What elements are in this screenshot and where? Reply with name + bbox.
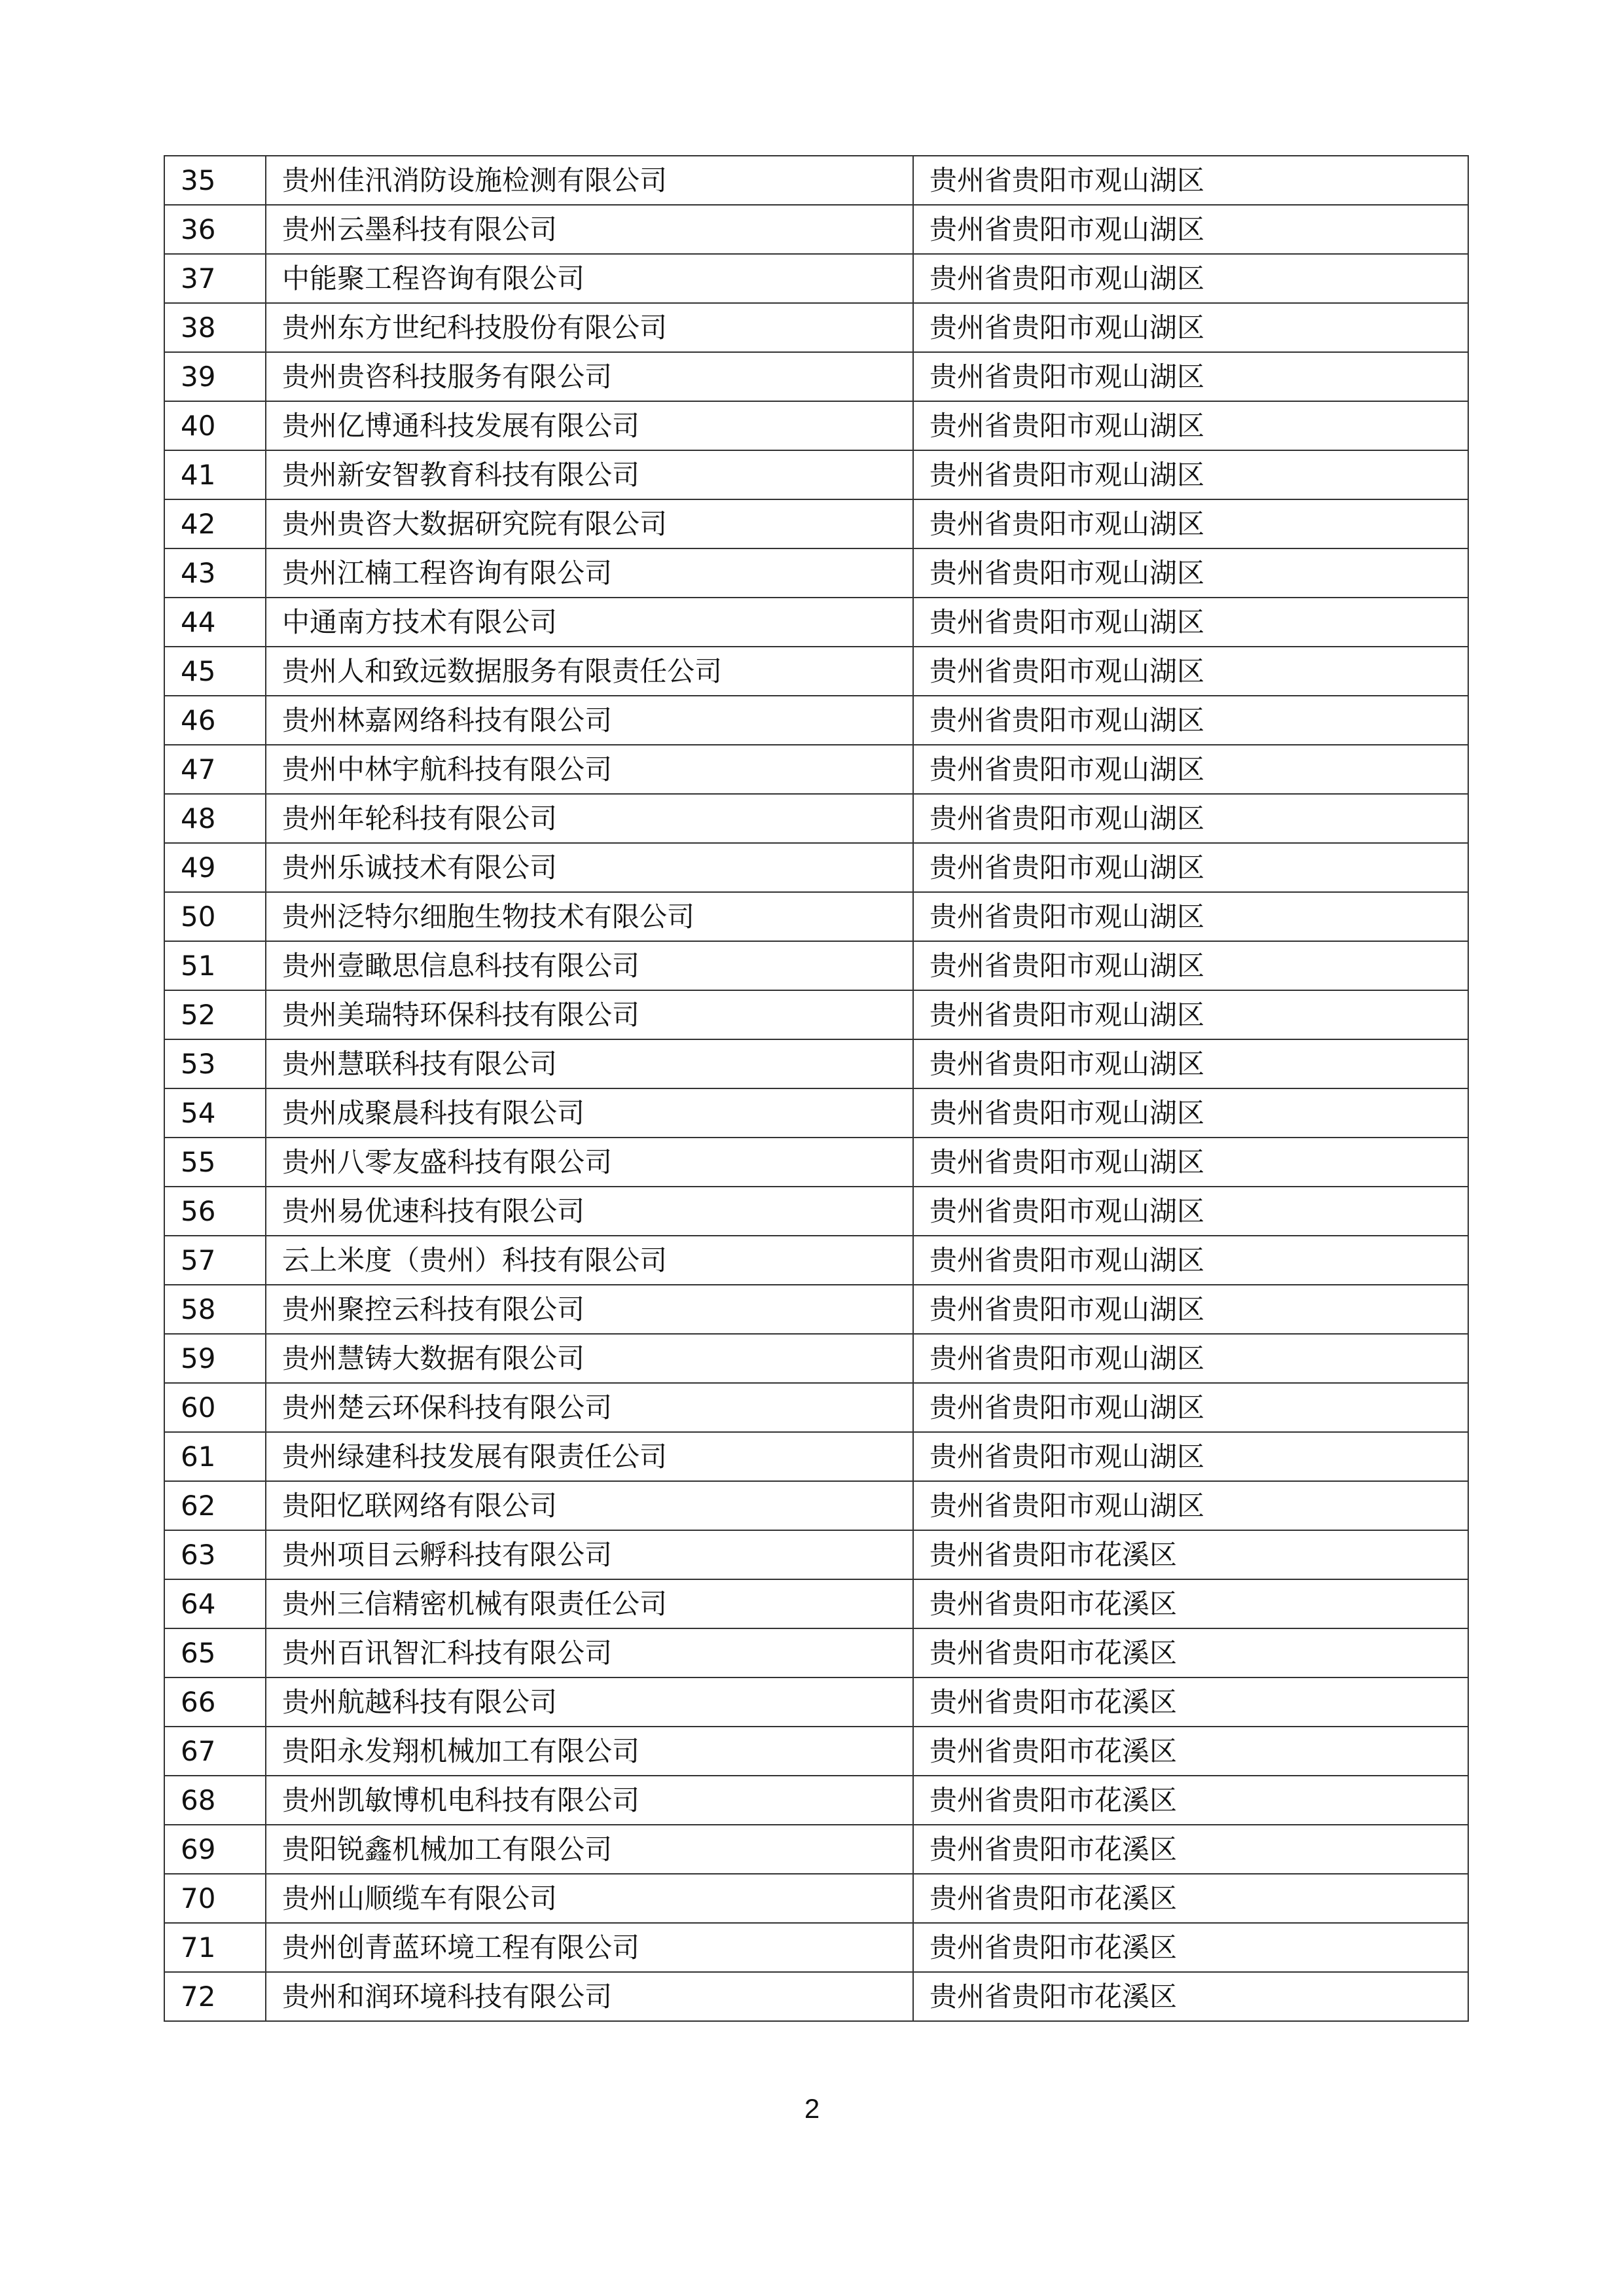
table-row bbox=[164, 1825, 1468, 1874]
row-number-cell: 67 bbox=[164, 1727, 266, 1776]
address-cell: 贵州省贵阳市观山湖区 bbox=[913, 1481, 1468, 1530]
page-number: 2 bbox=[804, 2093, 820, 2124]
row-number-cell: 58 bbox=[164, 1285, 266, 1334]
company-name-cell: 贵州佳汛消防设施检测有限公司 bbox=[266, 156, 913, 205]
table-row bbox=[164, 499, 1468, 548]
address-cell: 贵州省贵阳市观山湖区 bbox=[913, 1187, 1468, 1236]
table-row bbox=[164, 892, 1468, 941]
company-name-cell: 贵州八零友盛科技有限公司 bbox=[266, 1138, 913, 1187]
table-row bbox=[164, 1923, 1468, 1972]
company-name-cell: 贵州和润环境科技有限公司 bbox=[266, 1972, 913, 2021]
row-number-cell: 38 bbox=[164, 303, 266, 352]
company-name-cell: 贵州慧铸大数据有限公司 bbox=[266, 1334, 913, 1383]
company-name-cell: 贵州壹瞰思信息科技有限公司 bbox=[266, 941, 913, 990]
company-name-cell: 贵州慧联科技有限公司 bbox=[266, 1039, 913, 1088]
row-number-cell: 71 bbox=[164, 1923, 266, 1972]
address-cell: 贵州省贵阳市观山湖区 bbox=[913, 156, 1468, 205]
row-number-cell: 48 bbox=[164, 794, 266, 843]
table-row bbox=[164, 1334, 1468, 1383]
address-cell: 贵州省贵阳市观山湖区 bbox=[913, 548, 1468, 598]
address-cell: 贵州省贵阳市观山湖区 bbox=[913, 794, 1468, 843]
table-row bbox=[164, 1088, 1468, 1138]
address-cell: 贵州省贵阳市观山湖区 bbox=[913, 745, 1468, 794]
address-cell: 贵州省贵阳市观山湖区 bbox=[913, 1236, 1468, 1285]
table-row bbox=[164, 1776, 1468, 1825]
row-number-cell: 70 bbox=[164, 1874, 266, 1923]
company-name-cell: 贵州泛特尔细胞生物技术有限公司 bbox=[266, 892, 913, 941]
company-name-cell: 贵州林嘉网络科技有限公司 bbox=[266, 696, 913, 745]
address-cell: 贵州省贵阳市观山湖区 bbox=[913, 254, 1468, 303]
company-name-cell: 贵州创青蓝环境工程有限公司 bbox=[266, 1923, 913, 1972]
address-cell: 贵州省贵阳市观山湖区 bbox=[913, 352, 1468, 401]
company-name-cell: 贵州绿建科技发展有限责任公司 bbox=[266, 1432, 913, 1481]
address-cell: 贵州省贵阳市花溪区 bbox=[913, 1923, 1468, 1972]
row-number-cell: 63 bbox=[164, 1530, 266, 1579]
address-cell: 贵州省贵阳市观山湖区 bbox=[913, 598, 1468, 647]
table-row bbox=[164, 647, 1468, 696]
company-name-cell: 贵阳永发翔机械加工有限公司 bbox=[266, 1727, 913, 1776]
address-cell: 贵州省贵阳市观山湖区 bbox=[913, 647, 1468, 696]
address-cell: 贵州省贵阳市观山湖区 bbox=[913, 499, 1468, 548]
row-number-cell: 35 bbox=[164, 156, 266, 205]
row-number-cell: 44 bbox=[164, 598, 266, 647]
company-name-cell: 中能聚工程咨询有限公司 bbox=[266, 254, 913, 303]
row-number-cell: 53 bbox=[164, 1039, 266, 1088]
company-name-cell: 贵州成聚晨科技有限公司 bbox=[266, 1088, 913, 1138]
row-number-cell: 72 bbox=[164, 1972, 266, 2021]
company-name-cell: 贵州新安智教育科技有限公司 bbox=[266, 450, 913, 499]
company-name-cell: 云上米度（贵州）科技有限公司 bbox=[266, 1236, 913, 1285]
table-row bbox=[164, 1285, 1468, 1334]
company-name-cell: 贵州云墨科技有限公司 bbox=[266, 205, 913, 254]
company-name-cell: 贵州人和致远数据服务有限责任公司 bbox=[266, 647, 913, 696]
address-cell: 贵州省贵阳市观山湖区 bbox=[913, 990, 1468, 1039]
row-number-cell: 56 bbox=[164, 1187, 266, 1236]
address-cell: 贵州省贵阳市观山湖区 bbox=[913, 1383, 1468, 1432]
company-name-cell: 贵州百讯智汇科技有限公司 bbox=[266, 1628, 913, 1677]
table-row bbox=[164, 1383, 1468, 1432]
company-table bbox=[164, 155, 1469, 2022]
row-number-cell: 49 bbox=[164, 843, 266, 892]
table-row bbox=[164, 1727, 1468, 1776]
row-number-cell: 68 bbox=[164, 1776, 266, 1825]
address-cell: 贵州省贵阳市观山湖区 bbox=[913, 1285, 1468, 1334]
row-number-cell: 47 bbox=[164, 745, 266, 794]
table-row bbox=[164, 794, 1468, 843]
company-name-cell: 贵州凯敏博机电科技有限公司 bbox=[266, 1776, 913, 1825]
table-row bbox=[164, 598, 1468, 647]
address-cell: 贵州省贵阳市观山湖区 bbox=[913, 205, 1468, 254]
table-row bbox=[164, 1972, 1468, 2021]
address-cell: 贵州省贵阳市观山湖区 bbox=[913, 696, 1468, 745]
row-number-cell: 43 bbox=[164, 548, 266, 598]
row-number-cell: 55 bbox=[164, 1138, 266, 1187]
table-row bbox=[164, 843, 1468, 892]
company-name-cell: 贵州三信精密机械有限责任公司 bbox=[266, 1579, 913, 1628]
row-number-cell: 37 bbox=[164, 254, 266, 303]
company-name-cell: 贵州易优速科技有限公司 bbox=[266, 1187, 913, 1236]
table-row bbox=[164, 1677, 1468, 1727]
row-number-cell: 39 bbox=[164, 352, 266, 401]
address-cell: 贵州省贵阳市观山湖区 bbox=[913, 1432, 1468, 1481]
address-cell: 贵州省贵阳市观山湖区 bbox=[913, 941, 1468, 990]
table-row bbox=[164, 1874, 1468, 1923]
address-cell: 贵州省贵阳市花溪区 bbox=[913, 1727, 1468, 1776]
company-name-cell: 贵州东方世纪科技股份有限公司 bbox=[266, 303, 913, 352]
address-cell: 贵州省贵阳市花溪区 bbox=[913, 1628, 1468, 1677]
table-row bbox=[164, 1039, 1468, 1088]
table-row bbox=[164, 303, 1468, 352]
row-number-cell: 66 bbox=[164, 1677, 266, 1727]
address-cell: 贵州省贵阳市观山湖区 bbox=[913, 1088, 1468, 1138]
table-row bbox=[164, 941, 1468, 990]
company-name-cell: 贵州贵咨大数据研究院有限公司 bbox=[266, 499, 913, 548]
table-row bbox=[164, 156, 1468, 205]
row-number-cell: 51 bbox=[164, 941, 266, 990]
table-row bbox=[164, 990, 1468, 1039]
address-cell: 贵州省贵阳市花溪区 bbox=[913, 1677, 1468, 1727]
row-number-cell: 45 bbox=[164, 647, 266, 696]
table-row bbox=[164, 1481, 1468, 1530]
row-number-cell: 59 bbox=[164, 1334, 266, 1383]
table-row bbox=[164, 1187, 1468, 1236]
table-row bbox=[164, 1628, 1468, 1677]
address-cell: 贵州省贵阳市观山湖区 bbox=[913, 1138, 1468, 1187]
table-row bbox=[164, 1530, 1468, 1579]
row-number-cell: 40 bbox=[164, 401, 266, 450]
company-name-cell: 贵州亿博通科技发展有限公司 bbox=[266, 401, 913, 450]
address-cell: 贵州省贵阳市花溪区 bbox=[913, 1579, 1468, 1628]
company-name-cell: 贵州贵咨科技服务有限公司 bbox=[266, 352, 913, 401]
row-number-cell: 52 bbox=[164, 990, 266, 1039]
table-row bbox=[164, 1138, 1468, 1187]
table-row bbox=[164, 450, 1468, 499]
address-cell: 贵州省贵阳市花溪区 bbox=[913, 1776, 1468, 1825]
row-number-cell: 69 bbox=[164, 1825, 266, 1874]
row-number-cell: 54 bbox=[164, 1088, 266, 1138]
table-row bbox=[164, 745, 1468, 794]
company-name-cell: 贵州美瑞特环保科技有限公司 bbox=[266, 990, 913, 1039]
address-cell: 贵州省贵阳市观山湖区 bbox=[913, 892, 1468, 941]
address-cell: 贵州省贵阳市花溪区 bbox=[913, 1874, 1468, 1923]
address-cell: 贵州省贵阳市花溪区 bbox=[913, 1530, 1468, 1579]
company-name-cell: 贵州山顺缆车有限公司 bbox=[266, 1874, 913, 1923]
row-number-cell: 64 bbox=[164, 1579, 266, 1628]
company-name-cell: 贵州楚云环保科技有限公司 bbox=[266, 1383, 913, 1432]
row-number-cell: 50 bbox=[164, 892, 266, 941]
row-number-cell: 41 bbox=[164, 450, 266, 499]
company-name-cell: 贵阳忆联网络有限公司 bbox=[266, 1481, 913, 1530]
address-cell: 贵州省贵阳市观山湖区 bbox=[913, 1039, 1468, 1088]
row-number-cell: 65 bbox=[164, 1628, 266, 1677]
company-name-cell: 贵阳锐鑫机械加工有限公司 bbox=[266, 1825, 913, 1874]
address-cell: 贵州省贵阳市花溪区 bbox=[913, 1825, 1468, 1874]
address-cell: 贵州省贵阳市观山湖区 bbox=[913, 303, 1468, 352]
company-name-cell: 贵州乐诚技术有限公司 bbox=[266, 843, 913, 892]
table-row bbox=[164, 1432, 1468, 1481]
table-row bbox=[164, 1579, 1468, 1628]
company-name-cell: 贵州年轮科技有限公司 bbox=[266, 794, 913, 843]
table-row bbox=[164, 352, 1468, 401]
table-row bbox=[164, 205, 1468, 254]
company-name-cell: 贵州江楠工程咨询有限公司 bbox=[266, 548, 913, 598]
company-name-cell: 贵州项目云孵科技有限公司 bbox=[266, 1530, 913, 1579]
table-row bbox=[164, 548, 1468, 598]
company-table-body bbox=[164, 156, 1468, 2021]
address-cell: 贵州省贵阳市观山湖区 bbox=[913, 843, 1468, 892]
table-row bbox=[164, 696, 1468, 745]
row-number-cell: 42 bbox=[164, 499, 266, 548]
company-name-cell: 贵州中林宇航科技有限公司 bbox=[266, 745, 913, 794]
row-number-cell: 61 bbox=[164, 1432, 266, 1481]
company-name-cell: 贵州航越科技有限公司 bbox=[266, 1677, 913, 1727]
address-cell: 贵州省贵阳市观山湖区 bbox=[913, 1334, 1468, 1383]
company-name-cell: 中通南方技术有限公司 bbox=[266, 598, 913, 647]
row-number-cell: 57 bbox=[164, 1236, 266, 1285]
row-number-cell: 60 bbox=[164, 1383, 266, 1432]
address-cell: 贵州省贵阳市花溪区 bbox=[913, 1972, 1468, 2021]
row-number-cell: 46 bbox=[164, 696, 266, 745]
row-number-cell: 62 bbox=[164, 1481, 266, 1530]
row-number-cell: 36 bbox=[164, 205, 266, 254]
address-cell: 贵州省贵阳市观山湖区 bbox=[913, 401, 1468, 450]
table-row bbox=[164, 254, 1468, 303]
address-cell: 贵州省贵阳市观山湖区 bbox=[913, 450, 1468, 499]
table-row bbox=[164, 401, 1468, 450]
company-name-cell: 贵州聚控云科技有限公司 bbox=[266, 1285, 913, 1334]
table-row bbox=[164, 1236, 1468, 1285]
